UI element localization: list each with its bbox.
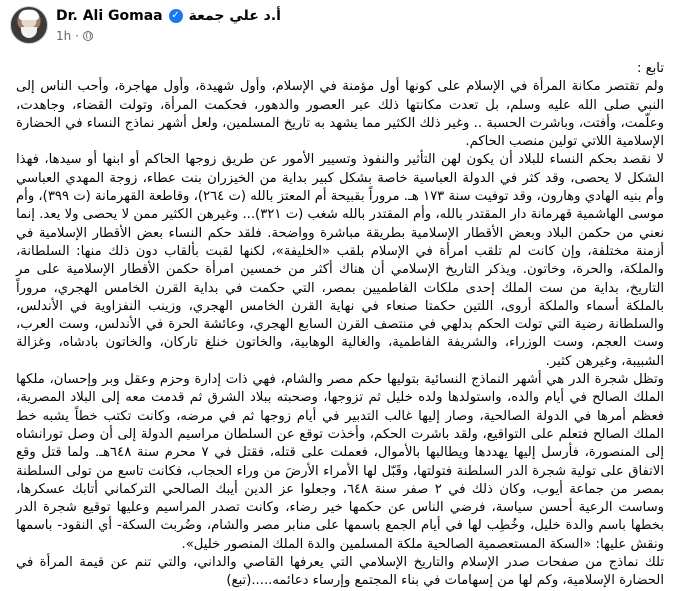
post-body [16,60,664,591]
post-header [0,0,682,50]
post-timestamp[interactable]: 1h [56,29,72,43]
public-globe-icon[interactable] [83,31,93,41]
post-paragraph: تلك نماذج من صفحات صدر الإسلام والتاريخ الإسلامي التي يعرفها القاصي والداني، والتي تنم عن قيمة المرأة في الحضارة الإسلامية، وكم لها من إسهامات في بناء المجتمع وإرساء دعائمه.....(تبع) [16,555,664,589]
meta-separator: · [75,29,80,43]
author-name[interactable]: Dr. Ali Gomaa [56,8,163,24]
post-paragraph: ولم تقتصر مكانة المرأة في الإسلام على كونها أول مؤمنة في الإسلام، وأول شهيدة، وأول مهاجرة، وأحب الناس إلى النبي صلى الله عليه وسلم، بل تعدت مكانتها ذلك عبر العصور والدهور، فحكمت المرأة، وتولت القضاء، وجاهدت، وعلّمت، وأفتت، وباشرت الحسبة .. وغير ذلك الكثير مما يشهد به تاريخ المسلمين، ولعل أشهر نماذج النساء في الحضارة الإسلامية اللاتي تولين منصب الحاكم. [16,79,664,150]
author-name-arabic[interactable]: أ.د علي جمعة [188,8,281,24]
verified-badge-icon: ✓ [169,9,183,23]
post-paragraph: لا نقصد بحكم النساء للبلاد أن يكون لهن التأثير والنفوذ وتسيير الأمور عن طريق زوجها الحاكم أو ابنها أو سيدها، فهذا الشكل لا يحصى، وقد كثر في الدولة العباسية خاصة بشكل كبير بداية من الخيزران بنت عطاء، زوجة المهدي العباسي وأم بنيه الهادي وهارون، وقد توفيت سنة ١٧٣ هـ. مروراً بقبيحة أم المعتز بالله (ت ٢٦٤)، وقاطعة القهرمانة (ت ٣٩٩)، وأم موسى الهاشمية قهرمانة دار المقتدر بالله، وأم المقتدر بالله شغب (ت ٣٢١)... وغيرهن الكثير ممن لا يحصى ولا يعد. إنما نعني من حكمن البلاد وبعض الأقطار الإسلامية بطريقة مباشرة وواضحة. فلقد حكم النساء بعض الأقطار الإسلامية في أزمنة مختلفة، وإن كانت لم تلقب امرأة في الإسلام بلقب «الخليفة»، لكنها لقبت بألقاب دون ذلك منها: السلطانة، والملكة، والحرة، وخاتون. ويذكر التاريخ الإسلامي أن هناك أكثر من خمسين امرأة حكمن الأقطار الإسلامية على مر التاريخ، بداية من ست الملك إحدى ملكات الفاطميين بمصر، التي حكمت في بداية القرن الخامس الهجري، مروراً بالملكة أسماء والملكة أروى، اللتين حكمتا صنعاء في نهاية القرن الخامس الهجري، وزينب النفزاوية في الأندلس، والسلطانة رضية التي تولت الحكم بدلهي في منتصف القرن السابع الهجري، وعائشة الحرة في الأندلس، وست العرب، وست العجم، وست الوزراء، والشريفة الفاطمية، والغالية الوهابية، والخاتون خنلغ تاركان، والخاتون بادشاه، وغزالة الشبيبة، وغيرهن كثير. [16,152,665,369]
post-meta [56,29,93,43]
post-paragraph: تابع : [636,61,664,76]
post-paragraph: وتظل شجرة الدر هي أشهر النماذج النسائية بتوليها حكم مصر والشام، فهي ذات إدارة وحزم وعقل وبر وإحسان، ملكها الملك الصالح في أيام والده، واستولدها ولده خليل ثم تزوجها، وصحبته ببلاد الشرق ثم قدمت معه إلى البلاد المصرية، فعظم أمرها في الدولة الصالحية، وصار إليها غالب التدبير في أيام زوجها ثم في مرضه، وكانت تكتب خطاً يشبه خط الملك الصالح فتعلم على التواقيع، ولقد باشرت الحكم، وأخذت توقع عن السلطان مراسيم الدولة إلى أن وصل تورانشاه إلى المنصورة، فأرسل إليها يهددها ويطالبها بالأموال، فعملت على قتله، فقتل في ٧ محرم سنة ٦٤٨هـ. ولما قتل وقع الاتفاق على تولية شجرة الدر السلطنة فتولتها، وقَبّل لها الأمراء الأرضَ من وراء الحجاب، فكانت تاسع من تولى السلطنة بمصر من جماعة أيوب، وكان ذلك في ٢ صفر سنة ٦٤٨، وجعلوا عز الدين أيبك الصالحي التركماني أتابك عسكرها، وساست الرعية أحسن سياسة، فرضي الناس عن حكمها خير رضاء، وكانت تصدر المراسيم وعليها توقيع شجرة الدر بخطها باسم والدة خليل، وخُطِب لها في أيام الجمع باسمها على منابر مصر والشام، وضُربت السكة- أي النقود- باسمها ونقش عليها: «السكة المستعصمية الصالحية ملكة المسلمين والدة الملك المنصور خليل». [16,372,665,552]
avatar-cap [19,10,39,20]
author-name-row [56,7,281,25]
avatar-beard [21,27,37,38]
author-avatar[interactable] [10,6,48,44]
